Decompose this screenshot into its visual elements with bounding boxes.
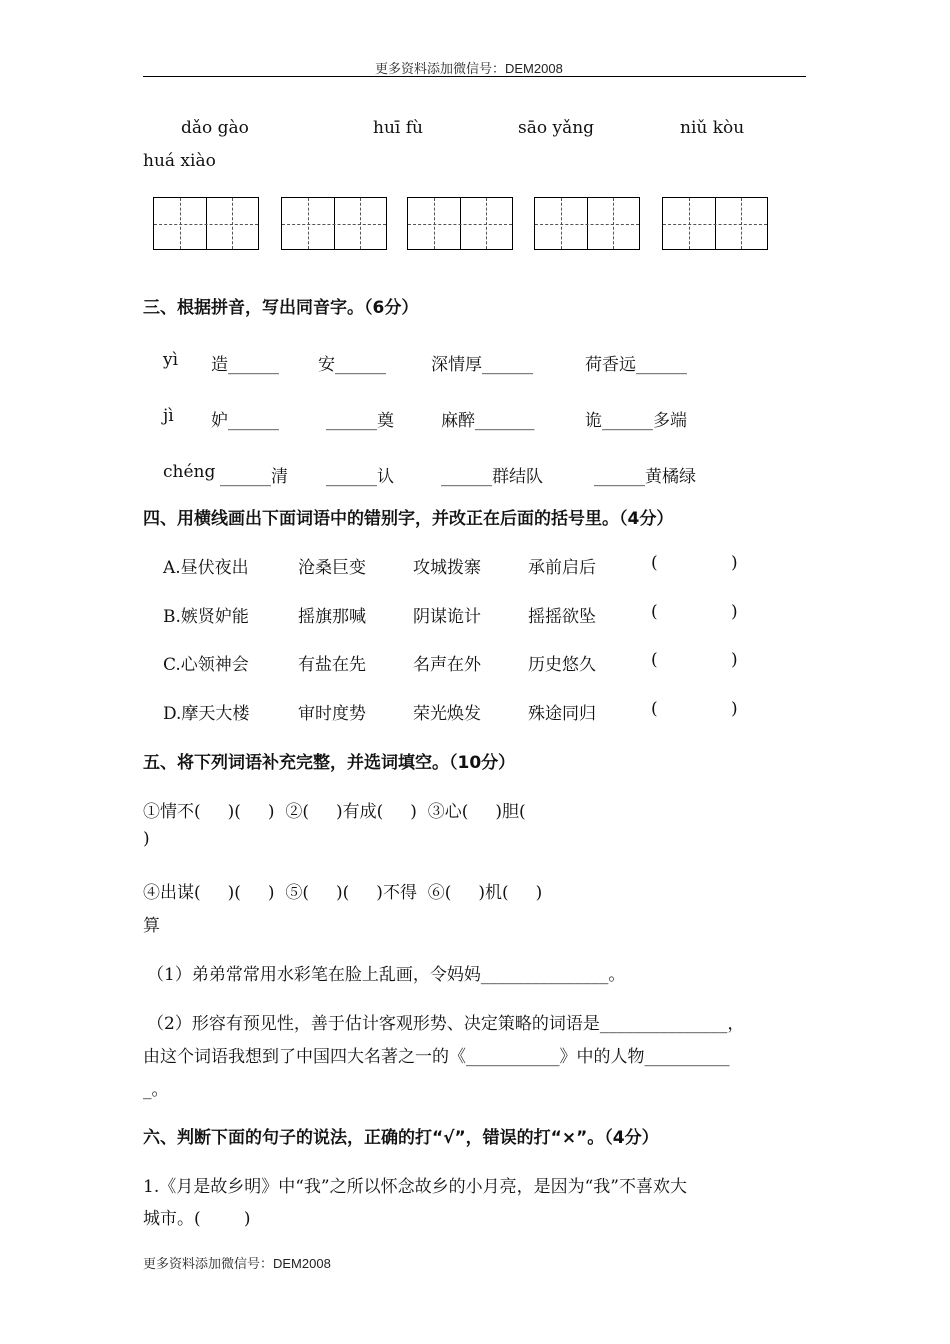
section-6-title: 六、判断下面的句子的说法，正确的打“√”，错误的打“×”。（4分） — [143, 1128, 659, 1148]
s4-answer-open[interactable]: ( — [651, 602, 658, 622]
s4-word: A.昼伏夜出 — [163, 558, 249, 578]
s3-item[interactable]: ______清 — [220, 467, 288, 487]
pinyin-1: dǎo gào — [181, 118, 249, 138]
s4-answer-open[interactable]: ( — [651, 553, 658, 573]
pinyin-2: huī fù — [373, 118, 423, 138]
s4-answer-open[interactable]: ( — [651, 650, 658, 670]
s4-answer-close[interactable]: ) — [731, 699, 738, 719]
writing-grid-3[interactable] — [407, 197, 513, 250]
s4-answer-close[interactable]: ) — [731, 553, 738, 573]
s4-word: B.嫉贤妒能 — [163, 607, 249, 627]
s3-item[interactable]: 诡______多端 — [585, 411, 687, 431]
s3-item[interactable]: ______黄橘绿 — [594, 467, 696, 487]
writing-grid-5[interactable] — [662, 197, 768, 250]
pinyin-3: sāo yǎng — [518, 118, 595, 138]
s4-word: 摇旗那喊 — [298, 607, 366, 627]
page-footer: 更多资料添加微信号：DEM2008 — [143, 1256, 331, 1271]
s4-word: 承前启后 — [528, 558, 596, 578]
page-header: 更多资料添加微信号：DEM2008 — [375, 61, 563, 76]
section-5-title: 五、将下列词语补充完整，并选词填空。（10分） — [143, 753, 516, 773]
s4-word: D.摩天大楼 — [163, 704, 250, 724]
s5-idiom-line-2-wrap: 算 — [143, 916, 160, 936]
s3-item[interactable]: 造______ — [211, 355, 279, 375]
s4-word: 阴谋诡计 — [413, 607, 481, 627]
s3-item[interactable]: ______奠 — [326, 411, 394, 431]
s4-word: 有盐在先 — [298, 655, 366, 675]
s3-sound-1: yì — [163, 350, 179, 370]
s4-word: 荣光焕发 — [413, 704, 481, 724]
s3-sound-2: jì — [163, 406, 174, 426]
s4-word: 殊途同归 — [528, 704, 596, 724]
s4-word: 沧桑巨变 — [298, 558, 366, 578]
s3-item[interactable]: 安______ — [318, 355, 386, 375]
s3-item[interactable]: 麻醉_______ — [441, 411, 535, 431]
s4-answer-open[interactable]: ( — [651, 699, 658, 719]
s6-question-1-answer[interactable]: 城市。( ) — [143, 1209, 251, 1229]
s6-question-1: 1.《月是故乡明》中“我”之所以怀念故乡的小月亮，是因为“我”不喜欢大 — [143, 1177, 687, 1197]
s4-word: C.心领神会 — [163, 655, 249, 675]
s5-question-2[interactable]: （2）形容有预见性，善于估计客观形势、决定策略的词语是_______________， — [147, 1014, 745, 1034]
s4-word: 审时度势 — [298, 704, 366, 724]
s5-question-2-end: _。 — [143, 1080, 169, 1100]
section-4-title: 四、用横线画出下面词语中的错别字，并改正在后面的括号里。（4分） — [143, 509, 674, 529]
s4-word: 名声在外 — [413, 655, 481, 675]
s5-question-2-cont[interactable]: 由这个词语我想到了中国四大名著之一的《___________》中的人物__________ — [143, 1047, 730, 1067]
s3-item[interactable]: 妒______ — [211, 411, 279, 431]
s4-answer-close[interactable]: ) — [731, 650, 738, 670]
header-rule — [143, 76, 806, 77]
writing-grid-4[interactable] — [534, 197, 640, 250]
section-3-title: 三、根据拼音，写出同音字。（6分） — [143, 298, 419, 318]
s5-question-1[interactable]: （1）弟弟常常用水彩笔在脸上乱画，令妈妈_______________。 — [147, 965, 626, 985]
s4-word: 攻城拨寨 — [413, 558, 481, 578]
s3-item[interactable]: ______群结队 — [441, 467, 543, 487]
pinyin-4: niǔ kòu — [680, 118, 745, 138]
writing-grid-1[interactable] — [153, 197, 259, 250]
s5-idiom-line-1[interactable]: ①情不( )( ) ②( )有成( ) ③心( )胆( — [143, 802, 526, 822]
s4-answer-close[interactable]: ) — [731, 602, 738, 622]
s3-item[interactable]: 荷香远______ — [585, 355, 687, 375]
s3-sound-3: chéng — [163, 462, 216, 482]
writing-grid-2[interactable] — [281, 197, 387, 250]
s5-idiom-line-1-wrap: ) — [143, 829, 150, 849]
s5-idiom-line-2[interactable]: ④出谋( )( ) ⑤( )( )不得 ⑥( )机( ) — [143, 883, 543, 903]
s4-word: 历史悠久 — [528, 655, 596, 675]
pinyin-5: huá xiào — [143, 151, 216, 171]
s3-item[interactable]: 深情厚______ — [431, 355, 533, 375]
s3-item[interactable]: ______认 — [326, 467, 394, 487]
s4-word: 摇摇欲坠 — [528, 607, 596, 627]
